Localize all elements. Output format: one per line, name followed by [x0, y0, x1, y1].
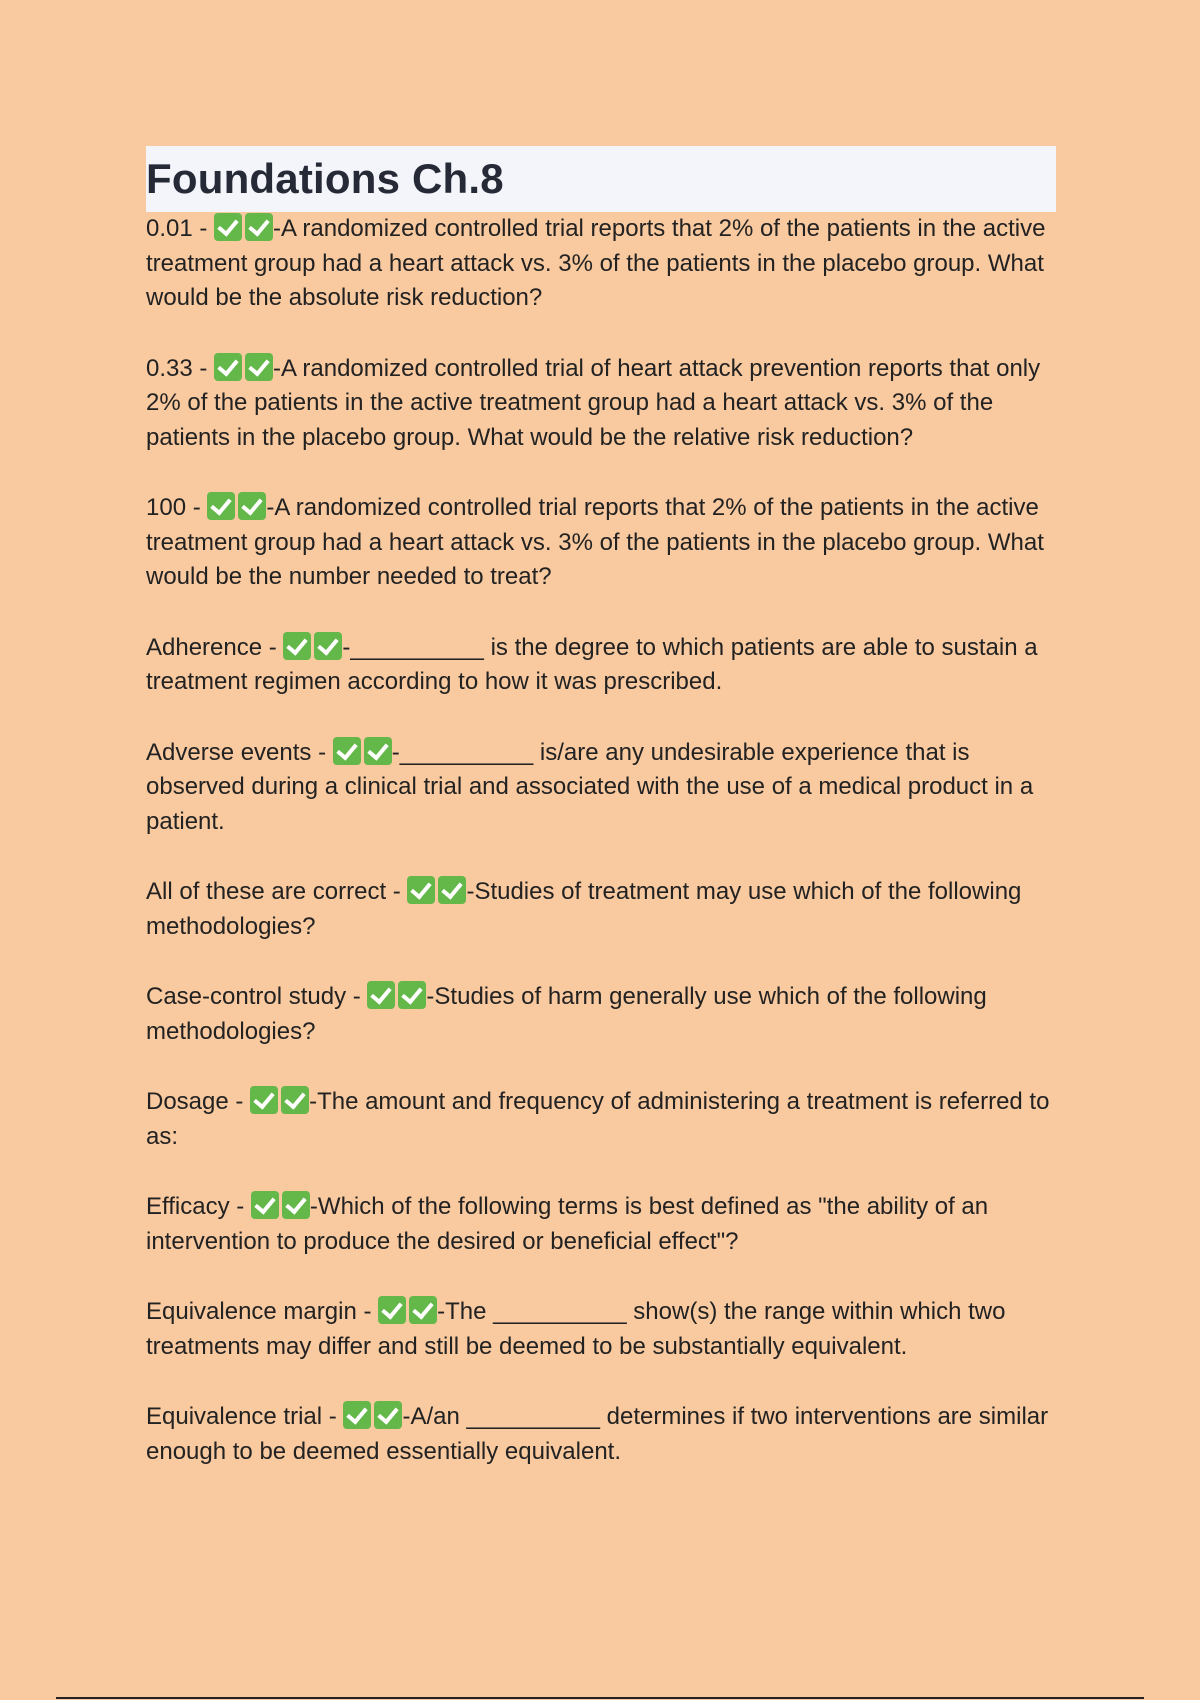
check-mark-icon — [314, 632, 342, 660]
check-mark-icon — [283, 632, 311, 660]
entry-answer: Equivalence trial — [146, 1403, 323, 1430]
check-mark-icon — [378, 1296, 406, 1324]
flashcard-entry: Equivalence trial - -A/an __________ determines if two interventions are similar enough to be deemed essentially equivalent. — [146, 1400, 1056, 1469]
entry-question: Studies of treatment may use which of the following methodologies? — [146, 878, 1022, 940]
entry-question: Which of the following terms is best defined as "the ability of an intervention to produce the desired or beneficial effect"? — [146, 1193, 989, 1255]
entry-question: __________ is the degree to which patients are able to sustain a treatment regimen according to how it was prescribed. — [146, 633, 1038, 695]
flashcard-list — [146, 212, 1056, 1469]
check-marks — [251, 1190, 310, 1225]
flashcard-entry: Adherence - -__________ is the degree to which patients are able to sustain a treatment regimen according to how it was prescribed. — [146, 631, 1056, 700]
flashcard-entry: 0.01 - -A randomized controlled trial reports that 2% of the patients in the active treatment group had a heart attack vs. 3% of the patients in the placebo group. What would be the absolute risk reduction? — [146, 212, 1056, 316]
entry-question: A randomized controlled trial reports that 2% of the patients in the active treatment group had a heart attack vs. 3% of the patients in the placebo group. What would be the number needed to treat? — [146, 494, 1044, 590]
check-mark-icon — [333, 737, 361, 765]
flashcard-entry: 0.33 - -A randomized controlled trial of heart attack prevention reports that only 2% of the patients in the active treatment group had a heart attack vs. 3% of the patients in the placebo group. What would be the relative risk reduction? — [146, 352, 1056, 456]
check-marks — [214, 352, 273, 387]
check-mark-icon — [364, 737, 392, 765]
flashcard-entry: Equivalence margin - -The __________ show(s) the range within which two treatments may differ and still be deemed to be substantially equivalent. — [146, 1295, 1056, 1364]
entry-question: The amount and frequency of administering a treatment is referred to as: — [146, 1088, 1050, 1150]
entry-answer: Adherence — [146, 633, 263, 661]
entry-answer: All of these are correct — [146, 878, 387, 905]
title-bar — [146, 146, 1056, 212]
flashcard-entry: Efficacy - -Which of the following terms is best defined as "the ability of an intervention to produce the desired or beneficial effect"? — [146, 1190, 1056, 1259]
check-mark-icon — [374, 1401, 402, 1429]
check-mark-icon — [238, 492, 266, 520]
check-mark-icon — [214, 213, 242, 241]
check-marks — [407, 875, 466, 910]
entry-answer: Dosage — [146, 1088, 229, 1115]
entry-question: Studies of harm generally use which of the following methodologies? — [146, 983, 987, 1045]
check-marks — [283, 631, 342, 666]
check-mark-icon — [409, 1296, 437, 1324]
check-marks — [378, 1295, 437, 1330]
entry-answer: 0.01 — [146, 215, 193, 242]
entry-answer: Efficacy — [146, 1193, 230, 1220]
check-mark-icon — [407, 876, 435, 904]
check-marks — [214, 212, 273, 247]
entry-question: The __________ show(s) the range within which two treatments may differ and still be deemed to be substantially equivalent. — [146, 1298, 1006, 1360]
entry-question: A/an __________ determines if two interventions are similar enough to be deemed essentially equivalent. — [146, 1403, 1049, 1465]
check-mark-icon — [343, 1401, 371, 1429]
entry-answer: Adverse events — [146, 738, 312, 766]
check-mark-icon — [282, 1191, 310, 1219]
flashcard-entry: All of these are correct - -Studies of treatment may use which of the following methodologies? — [146, 875, 1056, 944]
check-mark-icon — [207, 492, 235, 520]
check-mark-icon — [281, 1086, 309, 1114]
check-mark-icon — [251, 1191, 279, 1219]
entry-answer: 100 — [146, 494, 187, 521]
check-marks — [333, 736, 392, 771]
page-title: Foundations Ch.8 — [146, 155, 504, 202]
check-mark-icon — [250, 1086, 278, 1114]
entry-question: __________ is/are any undesirable experience that is observed during a clinical trial and associated with the use of a medical product in a patient. — [146, 738, 1034, 835]
check-marks — [343, 1400, 402, 1435]
entry-question: A randomized controlled trial of heart attack prevention reports that only 2% of the patients in the active treatment group had a heart attack vs. 3% of the patients in the placebo group. What would be the relative risk reduction? — [146, 354, 1041, 451]
flashcard-entry: Dosage - -The amount and frequency of administering a treatment is referred to as: — [146, 1085, 1056, 1154]
check-mark-icon — [367, 981, 395, 1009]
entry-answer: Case-control study — [146, 983, 347, 1010]
flashcard-entry: Adverse events - -__________ is/are any undesirable experience that is observed during a clinical trial and associated with the use of a medical product in a patient. — [146, 736, 1056, 840]
check-mark-icon — [245, 353, 273, 381]
flashcard-entry: Case-control study - -Studies of harm generally use which of the following methodologies? — [146, 980, 1056, 1049]
flashcard-entry: 100 - -A randomized controlled trial reports that 2% of the patients in the active treatment group had a heart attack vs. 3% of the patients in the placebo group. What would be the number needed to treat? — [146, 491, 1056, 595]
document-page — [146, 146, 1056, 1505]
entry-answer: 0.33 — [146, 354, 193, 382]
footer-divider — [56, 1697, 1144, 1699]
check-mark-icon — [398, 981, 426, 1009]
check-marks — [250, 1085, 309, 1120]
check-marks — [207, 491, 266, 526]
check-mark-icon — [438, 876, 466, 904]
check-mark-icon — [245, 213, 273, 241]
entry-question: A randomized controlled trial reports that 2% of the patients in the active treatment group had a heart attack vs. 3% of the patients in the placebo group. What would be the absolute risk reduction? — [146, 215, 1046, 311]
check-marks — [367, 980, 426, 1015]
entry-answer: Equivalence margin — [146, 1298, 357, 1325]
check-mark-icon — [214, 353, 242, 381]
